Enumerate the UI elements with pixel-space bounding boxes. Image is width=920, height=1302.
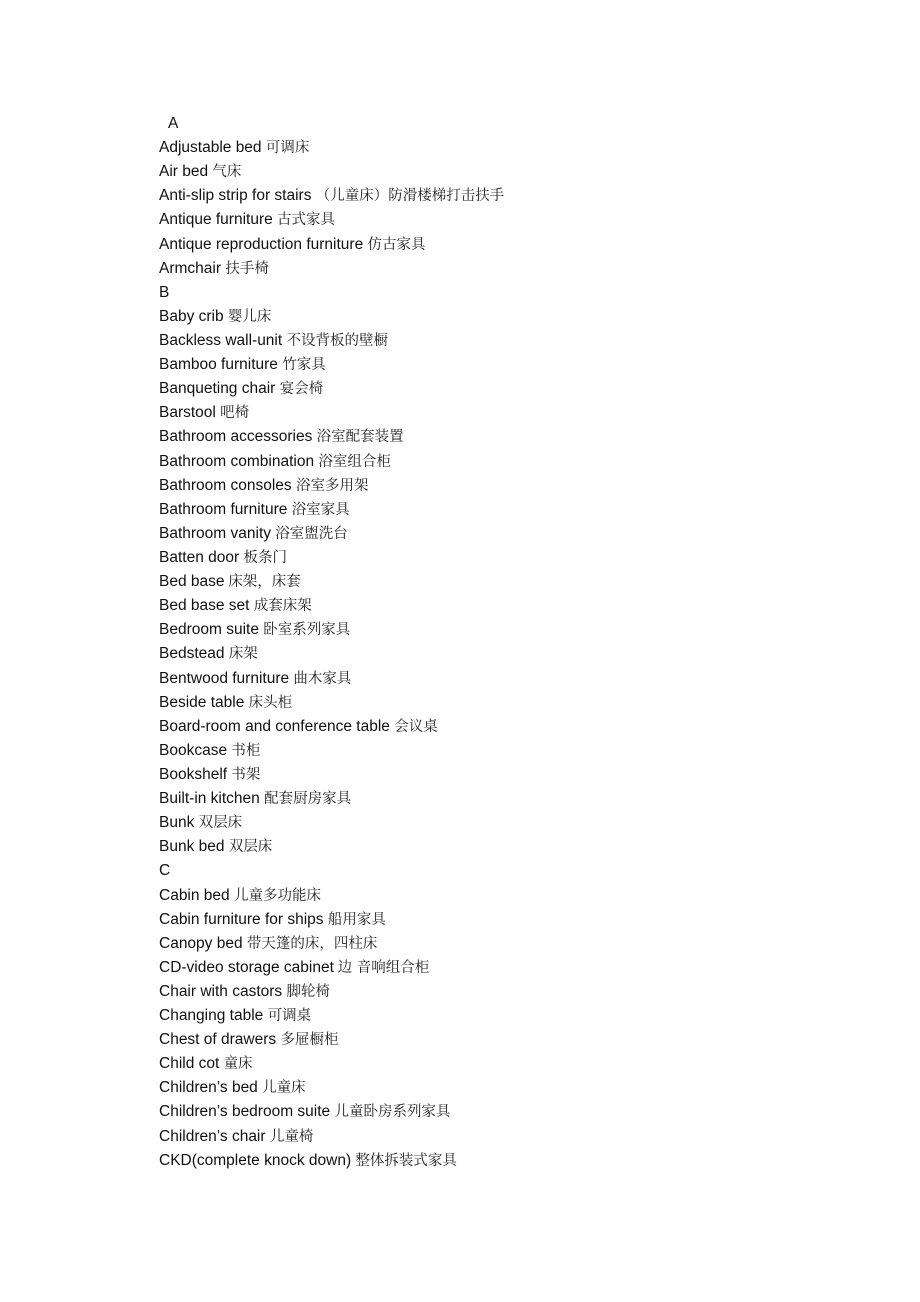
chinese-term: 儿童椅 [269,1128,314,1145]
chinese-term: 成套床架 [253,598,312,615]
chinese-term: 船用家具 [327,911,386,928]
english-term: Child cot [159,1055,224,1073]
glossary-entry [159,1052,859,1076]
english-term: Bathroom vanity [159,524,276,542]
glossary-entry [159,425,859,449]
chinese-term: 儿童卧房系列家具 [334,1104,451,1121]
english-term: Batten door [159,548,244,566]
english-term: Adjustable bed [159,139,266,157]
glossary-entry [159,932,859,956]
glossary-entry [159,570,859,594]
chinese-term: 书柜 [231,742,261,759]
english-term: Canopy bed [159,934,247,952]
english-term: Cabin bed [159,886,234,904]
english-term: Changing table [159,1007,268,1025]
glossary-entry [159,787,859,811]
glossary-entry [159,305,859,329]
chinese-term: 仿古家具 [367,236,426,253]
english-term: CKD(complete knock down) [159,1151,356,1169]
glossary-entry [159,884,859,908]
chinese-term: 不设背板的壁橱 [286,332,388,349]
english-term: CD-video storage cabinet [159,958,334,976]
chinese-term: 浴室盥洗台 [275,525,348,542]
glossary-entry [159,835,859,859]
english-term: Antique furniture [159,211,278,229]
chinese-term: （儿童床）防滑楼梯打击扶手 [315,188,505,205]
section-heading [159,281,859,305]
glossary-entry [159,353,859,377]
english-term: Built-in kitchen [159,790,265,808]
glossary-entry [159,618,859,642]
chinese-term: 婴儿床 [227,308,272,325]
chinese-term: 可调桌 [267,1008,312,1025]
english-term: Bookcase [159,741,232,759]
chinese-term: 会议桌 [394,718,438,735]
english-term: Bedstead [159,645,229,663]
chinese-term: 书架 [231,766,261,783]
glossary-entry [159,980,859,1004]
english-term: Backless wall-unit [159,331,287,349]
glossary-entry [159,184,859,208]
english-term: Chair with castors [159,982,287,1000]
chinese-term: 宴会椅 [279,381,324,398]
glossary-entry [159,1076,859,1100]
english-term: Antique reproduction furniture [159,235,368,253]
chinese-term: 浴室多用架 [296,477,369,494]
chinese-term: 古式家具 [277,212,336,229]
english-term: Banqueting chair [159,380,280,398]
english-term: Children’s bedroom suite [159,1103,335,1121]
english-term: Bed base set [159,597,254,615]
section-letter: C [159,862,171,880]
chinese-term: 可调床 [265,140,310,157]
english-term: Cabin furniture for ships [159,910,328,928]
section-letter: B [159,283,170,301]
glossary-entry [159,667,859,691]
glossary-entry [159,160,859,184]
glossary-entry [159,956,859,980]
chinese-term: 脚轮椅 [286,983,330,1000]
english-term: Bentwood furniture [159,669,294,687]
chinese-term: 双层床 [198,815,243,832]
chinese-term: 配套厨房家具 [264,791,352,808]
glossary-entry [159,1004,859,1028]
english-term: Bed base [159,573,225,591]
glossary-entry [159,594,859,618]
glossary-entry [159,1100,859,1124]
chinese-term: 浴室家具 [291,501,350,518]
glossary-entry [159,233,859,257]
chinese-term: 床架 [228,646,258,663]
glossary-entry [159,257,859,281]
english-term: Baby crib [159,307,228,325]
glossary-entry [159,1125,859,1149]
glossary-entry [159,450,859,474]
chinese-term: 带天篷的床，四柱床 [246,935,378,952]
english-term: Armchair [159,259,226,277]
chinese-term: 多屉橱柜 [280,1032,339,1049]
glossary-entry [159,522,859,546]
chinese-term: 童床 [223,1056,253,1073]
glossary-entry [159,498,859,522]
chinese-term: 气床 [212,164,242,181]
chinese-term: 卧室系列家具 [263,622,351,639]
glossary-entry [159,763,859,787]
chinese-term: 床架，床套 [228,574,301,591]
english-term: Children’s chair [159,1127,270,1145]
glossary-entry [159,1028,859,1052]
english-term: Board-room and conference table [159,717,395,735]
chinese-term: 浴室组合柜 [318,453,391,470]
chinese-term: 整体拆装式家具 [355,1152,457,1169]
section-letter: A [168,115,179,132]
english-term: Bathroom combination [159,452,319,470]
glossary-entry [159,715,859,739]
english-term: Chest of drawers [159,1031,281,1049]
glossary-entry [159,1149,859,1173]
chinese-term: 床头柜 [248,694,293,711]
chinese-term: 边 音响组合柜 [337,959,430,976]
english-term: Bathroom consoles [159,476,296,494]
chinese-term: 儿童床 [262,1080,306,1097]
glossary-entry [159,329,859,353]
english-term: Bathroom furniture [159,500,292,518]
glossary-entry [159,642,859,666]
chinese-term: 浴室配套装置 [316,429,404,446]
glossary-entry [159,546,859,570]
section-heading [159,859,859,883]
english-term: Bathroom accessories [159,428,317,446]
english-term: Beside table [159,693,249,711]
glossary-list [159,112,859,1173]
english-term: Bedroom suite [159,621,264,639]
english-term: Bunk [159,814,199,832]
glossary-entry [159,136,859,160]
chinese-term: 吧椅 [220,405,250,422]
chinese-term: 扶手椅 [225,260,269,277]
glossary-entry [159,401,859,425]
english-term: Anti-slip strip for stairs [159,187,316,205]
glossary-entry [159,474,859,498]
chinese-term: 儿童多功能床 [233,887,321,904]
chinese-term: 曲木家具 [293,670,352,687]
glossary-entry [159,377,859,401]
glossary-entry [159,208,859,232]
english-term: Bookshelf [159,765,232,783]
english-term: Air bed [159,163,213,181]
chinese-term: 竹家具 [282,357,326,374]
glossary-entry [159,908,859,932]
english-term: Children’s bed [159,1079,263,1097]
chinese-term: 板条门 [243,549,287,566]
english-term: Barstool [159,404,221,422]
chinese-term: 双层床 [228,839,273,856]
glossary-entry [159,691,859,715]
section-heading [159,112,859,136]
glossary-entry [159,739,859,763]
glossary-entry [159,811,859,835]
english-term: Bunk bed [159,838,229,856]
english-term: Bamboo furniture [159,356,283,374]
